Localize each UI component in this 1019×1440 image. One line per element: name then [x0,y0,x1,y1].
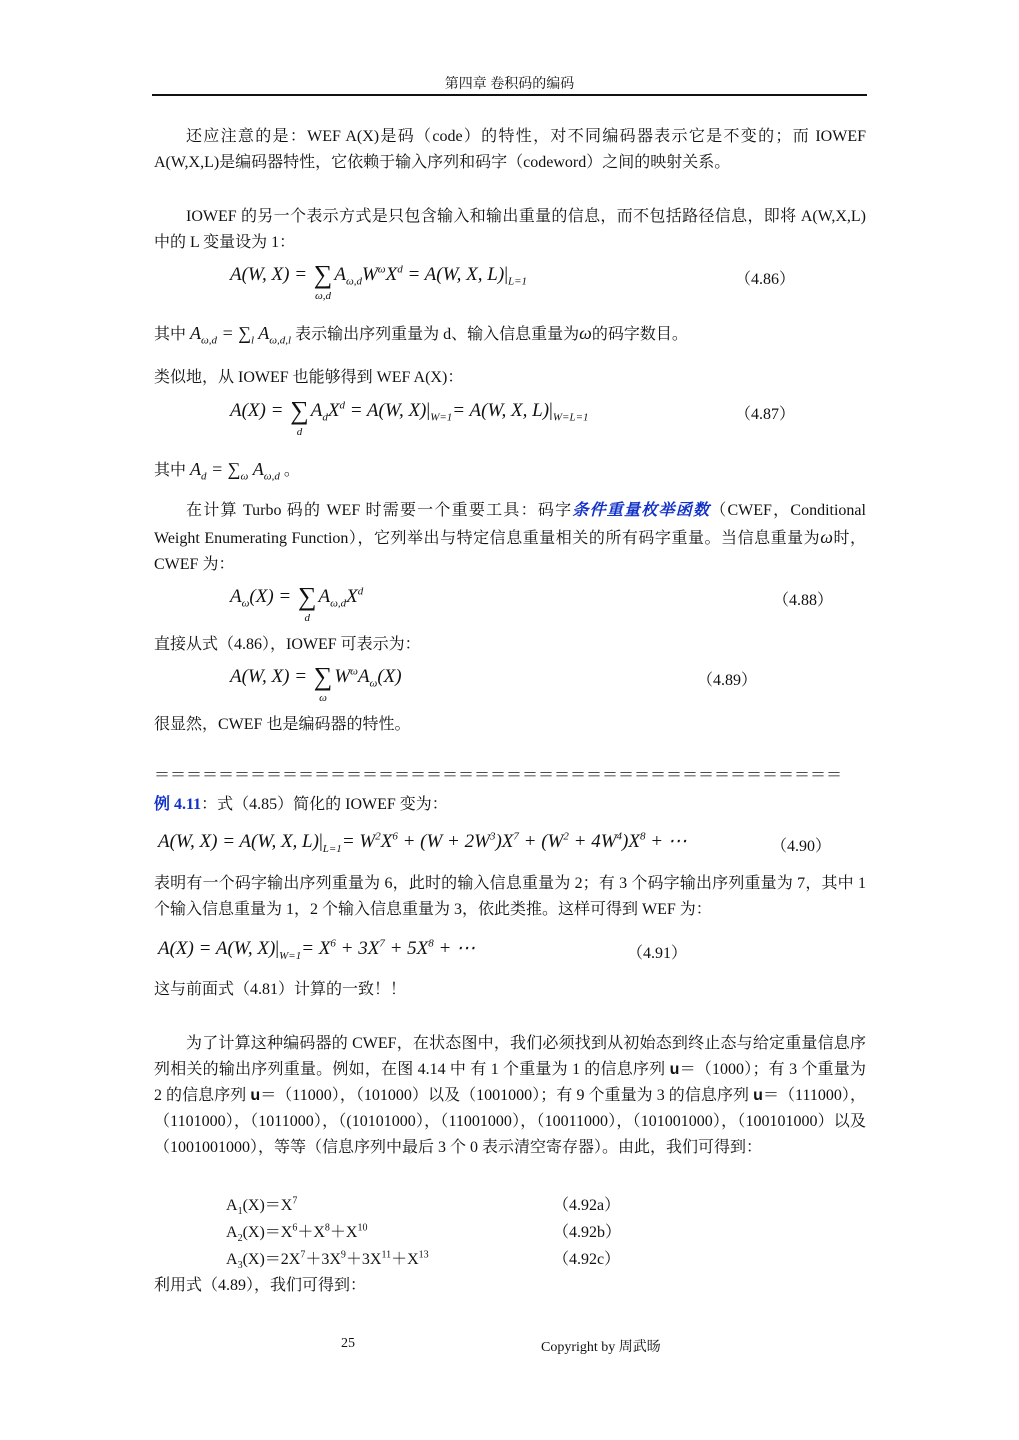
paragraph-compute-cwef: 为了计算这种编码器的 CWEF，在状态图中，我们必须找到从初始态到终止态与给定重量信息序列相关的输出序列重量。例如，在图 4.14 中 有 1 个重量为 1 的信息序列 u＝（1000）；有 3 个重量为 2 的信息序列 u＝（11000），（101000）以及（1001000）；有 9 个重量为 3 的信息序列 u＝（111000），（1101000），（1011000），（(10101000），（11001000），（10011000），（101001000），（100101000）以及（1001001000），等等（信息序列中最后 3 个 0 表示清空寄存器）。由此，我们可得到： [154,1035,866,1156]
paragraph-consistent: 这与前面式（4.81）计算的一致！！ [154,981,407,998]
cwef-keyword: 条件重量枚举函数 [572,502,711,519]
equation-number-4-88: （4.88） [773,592,834,609]
equation-number-4-87: （4.87） [735,406,796,423]
paragraph-iowef-from-486: 直接从式（4.86），IOWEF 可表示为： [154,636,421,653]
equation-4-87: A(X) = ∑ d $A_dX^d = A(W$, $X)|_{W=1}= A(W$, X, $L)|_{W=L=1}$ [230,396,589,438]
equation-4-89: A(W, X) = ∑ ω $W^\omega A_\omega(X)$ [230,662,402,704]
paragraph-iowef-alt: IOWEF 的另一个表示方式是只包含输入和输出重量的信息，而不包括路径信息，即将 A(W,X,L)中的 L 变量设为 1： [154,208,866,251]
equation-4-90: A(W, X) = A(W, X, $L)|_{L=1}= W^2X^6 + (W + 2W^3)X^7 + (W^2 + 4W^4)X^8$ + ⋯ [158,830,687,855]
equation-4-92a: $A_1(X)=X^7$ [226,1195,298,1218]
equation-number-4-86: （4.86） [735,271,796,288]
page-number: 25 [341,1336,355,1351]
equation-number-4-90: （4.90） [771,838,832,855]
paragraph-a-omega-d: 其中 $A_{\omega,d} = \sum_l$ $A_{\omega,d,l}$ 表示输出序列重量为 d、输入信息重量为ω的码字数目。 [154,323,688,347]
equation-4-92b: $A_2(X)=X^6+X^8+X^{10}$ [226,1222,368,1245]
equation-4-88: $A_\omega(X)$ = ∑ d $A_{\omega,d}X^d$ [230,582,364,624]
equation-number-4-92b: （4.92b） [553,1224,622,1241]
example-heading: 例 4.11：式（4.85）简化的 IOWEF 变为： [154,796,448,813]
equation-4-91: A(X) = A(W, $X)|_{W=1}= X^6 + 3X^7 + 5X^8$ + ⋯ [158,937,476,962]
paragraph-a-d: 其中 $A_d = \sum_\omega$ $A_{\omega,d}$ 。 [154,459,300,483]
paragraph-using-489: 利用式（4.89），我们可得到： [154,1277,367,1294]
equation-number-4-92c: （4.92c） [553,1251,621,1268]
equation-number-4-92a: （4.92a） [553,1197,621,1214]
equation-number-4-91: （4.91） [627,945,688,962]
page-header: 第四章 卷积码的编码 [444,77,575,92]
paragraph-cwef-encoder: 很显然，CWEF 也是编码器的特性。 [154,716,411,733]
separator-line: ＝＝＝＝＝＝＝＝＝＝＝＝＝＝＝＝＝＝＝＝＝＝＝＝＝＝＝＝＝＝＝＝＝＝＝＝＝＝＝＝＝＝＝ [154,767,843,784]
example-label: 例 4.11 [154,796,202,813]
equation-number-4-89: （4.89） [697,672,758,689]
copyright: Copyright by 周武旸 [541,1340,661,1355]
paragraph-interpretation: 表明有一个码字输出序列重量为 6，此时的输入信息重量为 2；有 3 个码字输出序列重量为 7，其中 1 个输入信息重量为 1，2 个输入信息重量为 3，依此类推。这样可得到 WEF 为： [154,875,866,918]
equation-4-92c: $A_3(X)=2X^7+3X^9+3X^{11}+X^{13}$ [226,1249,429,1272]
equation-4-86: A(W, X) = ∑ ω,d $A_{\omega,d}W^\omega X^d = A(W$, X, $L)|_{L=1}$ [230,260,528,302]
paragraph-cwef-def: 在计算 Turbo 码的 WEF 时需要一个重要工具：码字条件重量枚举函数（CWEF，Conditional Weight Enumerating Function），它列举出与特定信息重量相关的所有码字重量。当信息重量为ω时，CWEF 为： [154,502,866,573]
paragraph-similarly: 类似地，从 IOWEF 也能够得到 WEF A(X)： [154,369,464,386]
paragraph-wef-note: 还应注意的是：WEF A(X)是码（code）的特性，对不同编码器表示它是不变的；而 IOWEF A(W,X,L)是编码器特性，它依赖于输入序列和码字（codeword）之间的映射关系。 [154,128,866,171]
header-rule [152,94,867,96]
